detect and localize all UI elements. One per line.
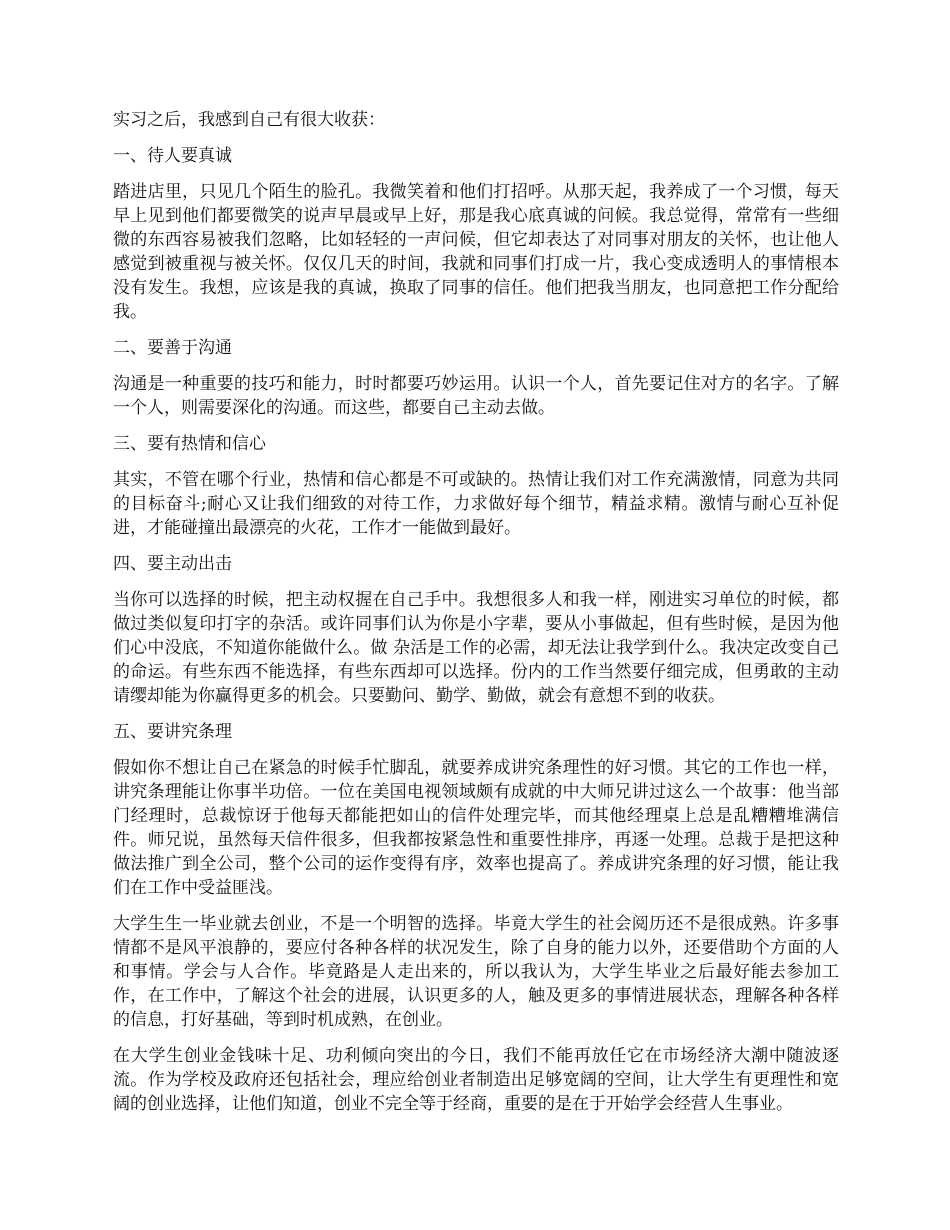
section-paragraph-5: 假如你不想让自己在紧急的时候手忙脚乱，就要养成讲究条理性的好习惯。其它的工作也一样，讲究条理能让你事半功倍。一位在美国电视领域颇有成就的中大师兄讲过这么一个故事：他当部门经理时，总裁惊讶于他每天都能把如山的信件处理完毕，而其他经理桌上总是乱糟糟堆满信件。师兄说，虽然每天信件很多，但我都按紧急性和重要性排序，再逐一处理。总裁于是把这种做法推广到全公司，整个公司的运作变得有序，效率也提高了。养成讲究条理的好习惯，能让我们在工作中受益匪浅。 — [113, 758, 839, 898]
section-heading-5: 五、要讲究条理 — [113, 722, 232, 742]
section-heading-3: 三、要有热情和信心 — [113, 434, 266, 454]
section-heading-2: 二、要善于沟通 — [113, 338, 232, 358]
section-heading-1: 一、待人要真诚 — [113, 146, 232, 166]
section-paragraph-1: 踏进店里，只见几个陌生的脸孔。我微笑着和他们打招呼。从那天起，我养成了一个习惯，每天早上见到他们都要微笑的说声早晨或早上好，那是我心底真诚的问候。我总觉得，常常有一些细微的东西容易被我们忽略，比如轻轻的一声问候，但它却表达了对同事对朋友的关怀，也让他人感觉到被重视与被关怀。仅仅几天的时间，我就和同事们打成一片，我心变成透明人的事情根本没有发生。我想，应该是我的真诚，换取了同事的信任。他们把我当朋友，也同意把工作分配给我。 — [113, 182, 839, 322]
section-paragraph-2: 沟通是一种重要的技巧和能力，时时都要巧妙运用。认识一个人，首先要记住对方的名字。了解一个人，则需要深化的沟通。而这些，都要自己主动去做。 — [113, 374, 839, 418]
closing-paragraph-1: 大学生生一毕业就去创业，不是一个明智的选择。毕竟大学生的社会阅历还不是很成熟。许多事情都不是风平浪静的，要应付各种各样的状况发生，除了自身的能力以外，还要借助个方面的人和事情。学会与人合作。毕竟路是人走出来的，所以我认为，大学生毕业之后最好能去参加工作，在工作中，了解这个社会的进展，认识更多的人，触及更多的事情进展状态，理解各种各样的信息，打好基础，等到时机成熟，在创业。 — [113, 914, 839, 1030]
document-body — [113, 108, 839, 1128]
section-paragraph-4: 当你可以选择的时候，把主动权握在自己手中。我想很多人和我一样，刚进实习单位的时候，都做过类似复印打字的杂活。或许同事们认为你是小字辈，要从小事做起，但有些时候，是因为他们心中没底，不知道你能做什么。做 杂活是工作的必需，却无法让我学到什么。我决定改变自己的命运。有些东西不能选择，有些东西却可以选择。份内的工作当然要仔细完成，但勇敢的主动请缨却能为你赢得更多的机会。只要勤问、勤学、勤做，就会有意想不到的收获。 — [113, 590, 839, 706]
closing-paragraph-2: 在大学生创业金钱味十足、功利倾向突出的今日，我们不能再放任它在市场经济大潮中随波逐流。作为学校及政府还包括社会，理应给创业者制造出足够宽阔的空间，让大学生有更理性和宽阔的创业选择，让他们知道，创业不完全等于经商，重要的是在于开始学会经营人生事业。 — [113, 1046, 839, 1114]
intro-line: 实习之后，我感到自己有很大收获： — [113, 110, 385, 130]
section-paragraph-3: 其实，不管在哪个行业，热情和信心都是不可或缺的。热情让我们对工作充满激情，同意为共同的目标奋斗;耐心又让我们细致的对待工作，力求做好每个细节，精益求精。激情与耐心互补促进，才能碰撞出最漂亮的火花，工作才一能做到最好。 — [113, 470, 839, 538]
section-heading-4: 四、要主动出击 — [113, 554, 232, 574]
